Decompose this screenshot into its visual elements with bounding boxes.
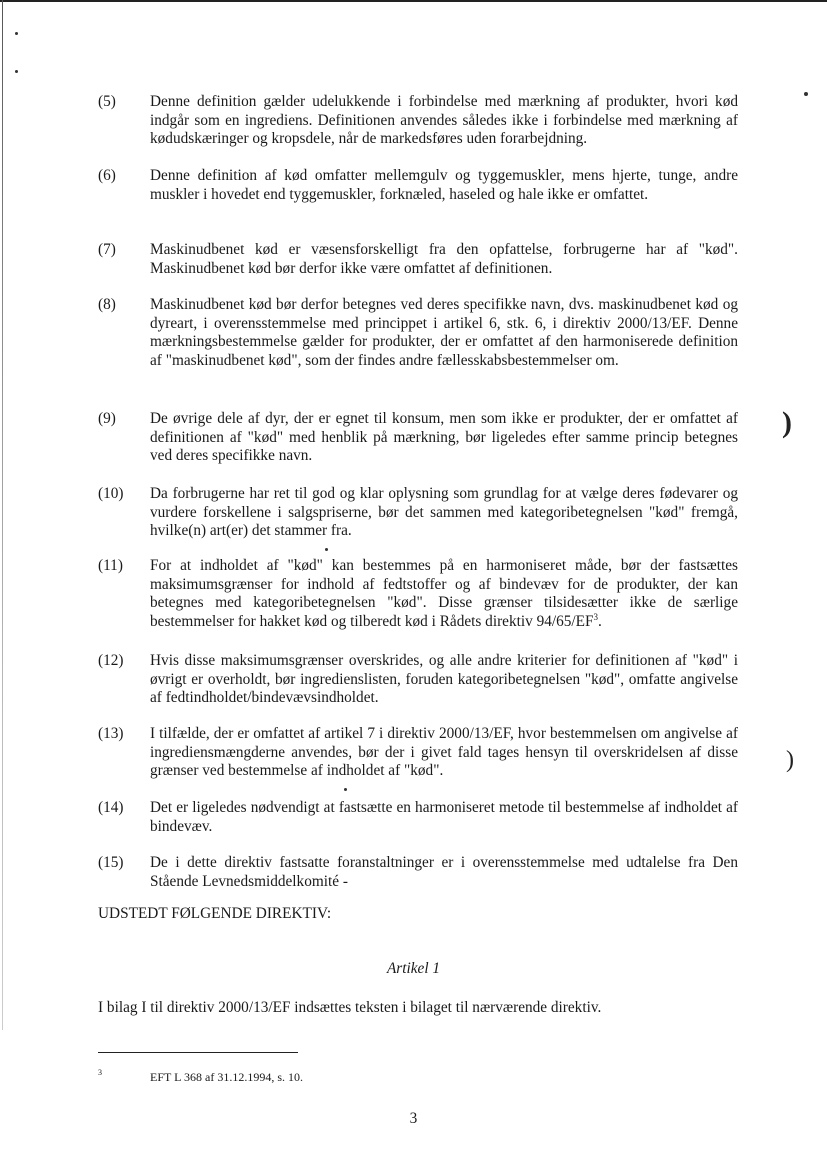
- recital-text: Hvis disse maksimumsgrænser overskrides, og alle andre kriterier for definitionen af "kød" i øvrigt er overholdt, bør ingredienslisten, foruden kategoribetegnelsen "kød", omfatte angivelse af fedtindholdet/bindevævsindholdet.: [150, 652, 738, 706]
- recital-paragraph: [98, 854, 738, 891]
- recital-paragraph: [98, 93, 738, 149]
- recital-number: (6): [98, 167, 116, 184]
- recital-text-body: For at indholdet af "kød" kan bestemmes på en harmoniseret måde, bør der fastsættes maksimumsgrænser for indhold af fedtstoffer og af bindevæv for de produkter, der kan betegnes med kategoribetegnelsen "kød". Disse grænser tilsidesætter ikke de særlige bestemmelser for hakket kød og tilberedt kød i Rådets direktiv 94/65/EF: [150, 557, 738, 630]
- recital-number: (13): [98, 725, 124, 742]
- recital-text: De øvrige dele af dyr, der er egnet til konsum, men som ikke er produkter, der er omfattet af definitionen af "kød" med henblik på mærkning, bør ligeledes efter samme princip betegnes ved deres specifikke navn.: [150, 410, 738, 464]
- page-number: 3: [409, 1110, 418, 1127]
- recital-number: (12): [98, 652, 124, 669]
- footnote: [98, 1070, 303, 1085]
- recital-paragraph: [98, 410, 738, 466]
- recital-paragraph: [98, 652, 738, 708]
- recital-text: Denne definition af kød omfatter mellemgulv og tyggemuskler, mens hjerte, tunge, andre muskler i hovedet end tyggemuskler, forknæled, haseled og hale ikke er omfattet.: [150, 167, 738, 203]
- footnote-text: EFT L 368 af 31.12.1994, s. 10.: [150, 1070, 303, 1084]
- recital-text: Denne definition gælder udelukkende i forbindelse med mærkning af produkter, hvori kød indgår som en ingrediens. Definitionen anvendes således ikke i forbindelse med mærkning af kødudskæringer og kropsdele, når de markedsføres uden forarbejdning.: [150, 93, 738, 147]
- recital-text-end: .: [598, 612, 602, 630]
- recital-text: [150, 557, 738, 631]
- recital-paragraph: [98, 167, 738, 204]
- recital-number: (7): [98, 241, 116, 258]
- scan-speck: [15, 70, 18, 73]
- scan-speck: [325, 548, 328, 551]
- article-text: I bilag I til direktiv 2000/13/EF indsættes teksten i bilaget til nærværende direktiv.: [98, 999, 602, 1016]
- recital-text: I tilfælde, der er omfattet af artikel 7 i direktiv 2000/13/EF, hvor bestemmelsen om angivelse af ingrediensmængderne anvendes, bør der i givet fald tages hensyn til overskridelsen af disse grænser ved bestemmelse af indholdet af "kød".: [150, 725, 738, 779]
- recital-number: (9): [98, 410, 116, 427]
- scan-border-top: [0, 0, 827, 2]
- recital-paragraph: [98, 296, 738, 370]
- recital-number: (5): [98, 93, 116, 110]
- recital-paragraph: [98, 557, 738, 631]
- recital-text: De i dette direktiv fastsatte foranstaltninger er i overensstemmelse med udtalelse fra Den Stående Levnedsmiddelkomité -: [150, 854, 738, 890]
- scan-speck: [344, 788, 347, 791]
- recital-text: Maskinudbenet kød er væsensforskelligt fra den opfattelse, forbrugerne har af "kød". Maskinudbenet kød bør derfor ikke være omfattet af definitionen.: [150, 241, 738, 277]
- recital-paragraph: [98, 485, 738, 541]
- margin-bracket-mark: ): [786, 747, 794, 773]
- scan-speck: [804, 92, 808, 96]
- recital-number: (10): [98, 485, 124, 502]
- scan-border-left: [2, 0, 3, 1030]
- article-title: Artikel 1: [386, 960, 441, 977]
- recital-text: Maskinudbenet kød bør derfor betegnes ved deres specifikke navn, dvs. maskinudbenet kød og dyreart, i overensstemmelse med princippet i artikel 6, stk. 6, i direktiv 2000/13/EF. Denne mærkningsbestemmelse gælder for produkter, der er omfattet af den harmoniserede definition af "maskinudbenet kød", som der findes andre fællesskabsbestemmelser om.: [150, 296, 738, 369]
- recital-text: Det er ligeledes nødvendigt at fastsætte en harmoniseret metode til bestemmelse af indholdet af bindevæv.: [150, 799, 738, 835]
- recital-paragraph: [98, 799, 738, 836]
- recital-paragraph: [98, 725, 738, 781]
- margin-bracket-mark: ): [782, 406, 792, 439]
- enacting-heading: UDSTEDT FØLGENDE DIREKTIV:: [98, 905, 332, 922]
- footnote-reference: 3: [593, 611, 599, 622]
- recital-number: (15): [98, 854, 124, 871]
- footnote-number: 3: [98, 1068, 102, 1077]
- footnote-separator: [98, 1052, 298, 1053]
- recital-text: Da forbrugerne har ret til god og klar oplysning som grundlag for at vælge deres fødevarer og vurdere forskellene i salgspriserne, bør det sammen med kategoribetegnelsen "kød" fremgå, hvilke(n) art(er) det stammer fra.: [150, 485, 738, 539]
- recital-number: (14): [98, 799, 124, 816]
- recital-number: (8): [98, 296, 116, 313]
- scan-speck: [15, 32, 18, 35]
- recital-paragraph: [98, 241, 738, 278]
- recital-number: (11): [98, 557, 123, 574]
